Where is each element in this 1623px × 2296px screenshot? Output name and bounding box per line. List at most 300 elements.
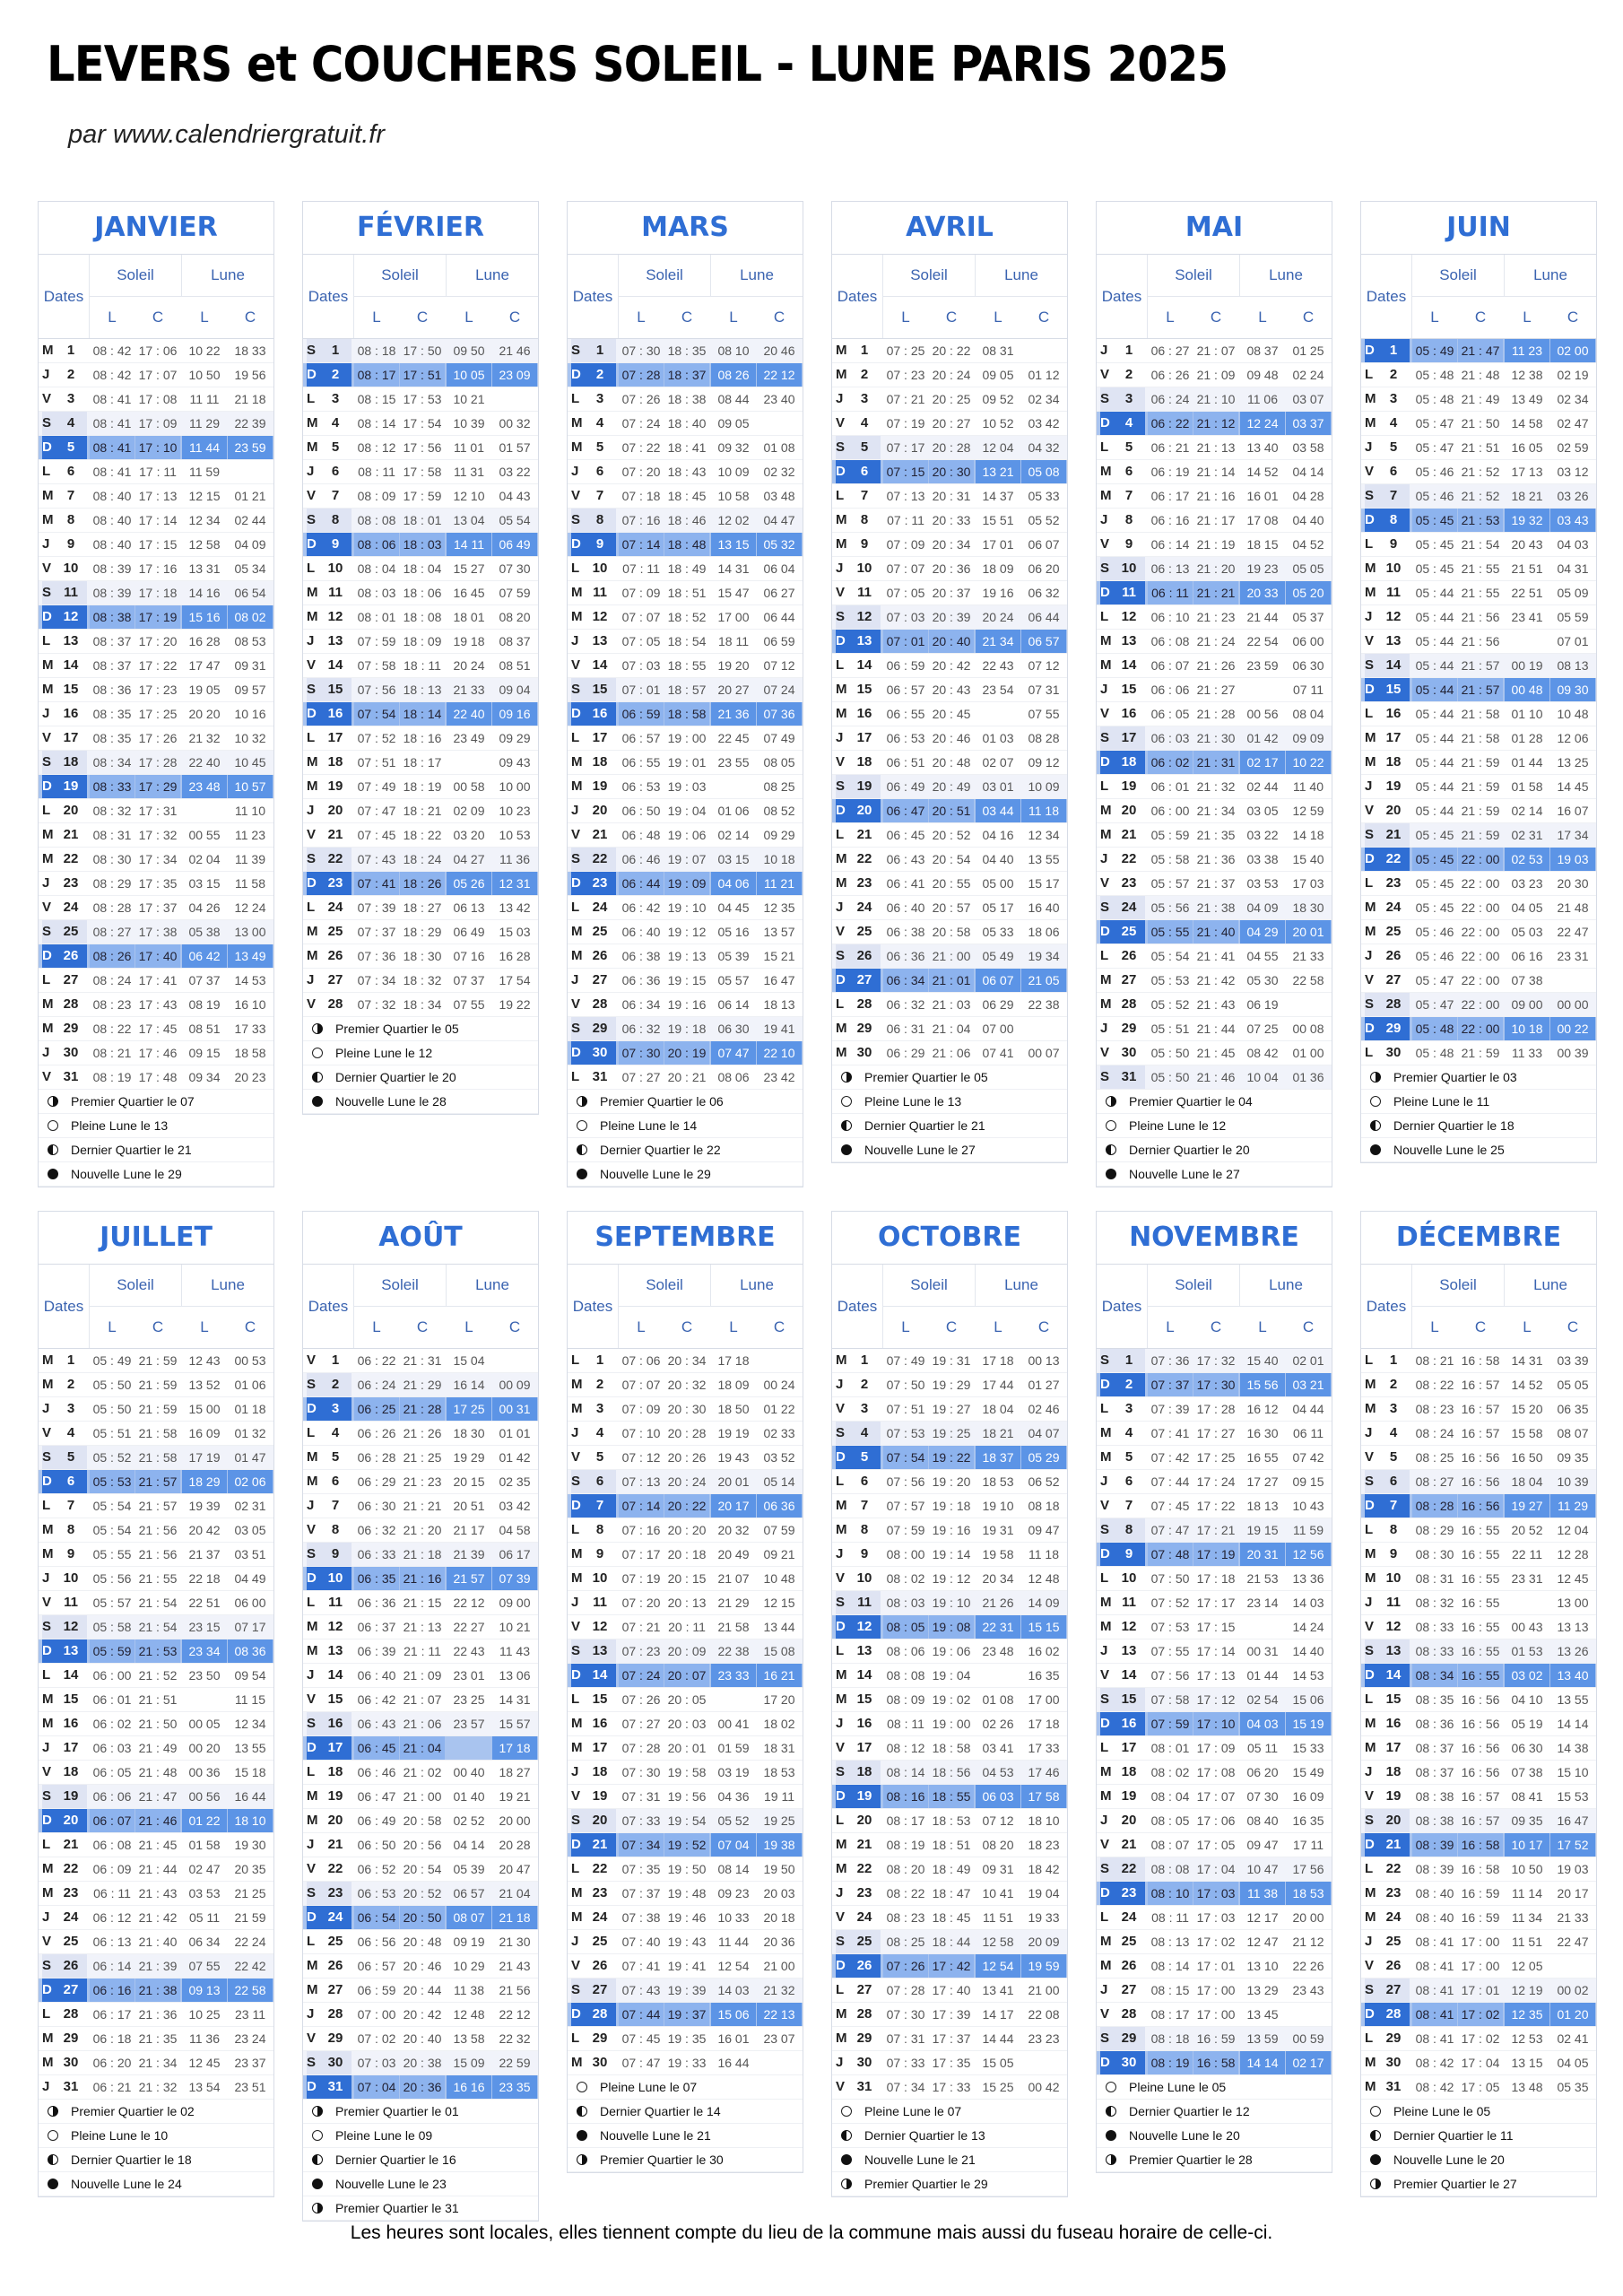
moonrise-time: 21 37 [188, 1547, 221, 1561]
day-number: 29 [1121, 1021, 1137, 1036]
sunset-time: 18 : 35 [667, 344, 707, 358]
day-row [568, 363, 803, 387]
day-number: 6 [331, 464, 340, 479]
day-number: 23 [319, 872, 352, 895]
day-letter: V [1365, 1788, 1375, 1804]
sunset-time: 17 : 37 [138, 900, 178, 915]
sunset-time: 21 : 58 [138, 1426, 178, 1440]
sunset-time: 17 : 12 [1196, 1692, 1236, 1707]
moonset-time: 12 15 [763, 1596, 795, 1610]
moonrise-time: 11 31 [454, 465, 484, 479]
moonset-time: 17 33 [234, 1022, 266, 1036]
moonset-time: 02 01 [1292, 1353, 1324, 1368]
day-row [1097, 944, 1332, 969]
day-row [1097, 1567, 1332, 1591]
moon-phase-label: Premier Quartier le 06 [600, 1094, 724, 1109]
moonrise-time: 11 51 [983, 1910, 1013, 1925]
day-row [303, 920, 538, 944]
day-number: 23 [1385, 1885, 1402, 1900]
moonrise-time: 22 54 [1246, 634, 1279, 648]
sunset-time: 21 : 56 [1461, 610, 1500, 624]
day-number: 30 [856, 1045, 872, 1060]
sunrise-time: 07 : 33 [621, 1813, 661, 1828]
moonset-time: 11 21 [757, 872, 802, 895]
moonset-time: 14 38 [1557, 1741, 1589, 1755]
sunset-time: 21 : 53 [1458, 509, 1503, 532]
day-letter: D [1365, 2003, 1383, 2026]
dates-header: Dates [832, 1265, 883, 1348]
moonrise-time: 02 53 [1505, 848, 1549, 871]
day-letter: M [1365, 1909, 1376, 1925]
moonrise-time: 01 40 [453, 1789, 485, 1804]
moon-phase-label: Pleine Lune le 05 [1393, 2104, 1491, 2118]
sunrise-time: 05 : 45 [1415, 900, 1454, 915]
moonset-time: 01 32 [234, 1426, 266, 1440]
moonrise-time: 14 11 [447, 533, 491, 556]
day-number: 26 [55, 1954, 87, 1978]
day-letter: M [42, 2055, 54, 2070]
moon-phase-row [568, 1138, 803, 1162]
day-letter: M [836, 512, 847, 527]
moonset-time: 12 59 [1292, 804, 1324, 818]
month-table [831, 201, 1068, 1163]
day-row [303, 823, 538, 848]
sunrise-time: 07 : 17 [886, 440, 925, 455]
day-number: 5 [55, 436, 87, 459]
day-number: 7 [595, 488, 604, 503]
sunset-time: 21 : 51 [138, 1692, 178, 1707]
day-row [832, 1712, 1067, 1736]
moonrise-time: 05 57 [717, 973, 750, 987]
day-letter: V [571, 1619, 581, 1634]
day-letter: L [1100, 778, 1109, 794]
sunset-time: 21 : 41 [1196, 949, 1236, 963]
month-name: OCTOBRE [832, 1212, 1067, 1265]
moonrise-time: 12 45 [188, 2056, 221, 2070]
sunrise-time: 06 : 41 [886, 876, 925, 891]
moon-phase-label: Pleine Lune le 13 [71, 1118, 169, 1133]
sunrise-time: 06 : 36 [357, 1596, 396, 1610]
moonset-time: 13 44 [763, 1620, 795, 1634]
sunrise-time: 07 : 53 [886, 1426, 925, 1440]
table-header [39, 1265, 273, 1349]
lever-col-header: L [200, 1318, 209, 1335]
day-letter: M [42, 1377, 54, 1392]
day-number: 13 [327, 1643, 343, 1658]
day-letter: V [571, 657, 581, 673]
day-letter: M [42, 1352, 54, 1368]
sunrise-time: 06 : 57 [621, 731, 661, 745]
moon-phase-row [1097, 2124, 1332, 2148]
day-number: 2 [1113, 1373, 1145, 1396]
day-number: 31 [856, 2079, 872, 2094]
day-row [1097, 2027, 1332, 2051]
sunrise-time: 05 : 59 [90, 1639, 135, 1663]
day-letter: M [836, 2031, 847, 2046]
day-letter: M [1365, 900, 1376, 915]
moonset-time: 06 57 [1021, 630, 1066, 653]
moonrise-time: 15 04 [453, 1353, 485, 1368]
sunset-time: 20 : 58 [403, 1813, 442, 1828]
day-row [1361, 1906, 1596, 1930]
month-table [567, 201, 803, 1187]
day-row [1097, 533, 1332, 557]
day-letter: D [42, 436, 60, 459]
dates-header: Dates [39, 255, 90, 338]
sunset-time: 19 : 41 [667, 1959, 707, 1973]
day-letter: M [42, 1716, 54, 1731]
day-row [1097, 751, 1332, 775]
sunset-time: 21 : 59 [138, 1378, 178, 1392]
day-letter: M [307, 609, 318, 624]
day-row [568, 1761, 803, 1785]
sunset-time: 17 : 19 [1193, 1543, 1238, 1566]
day-row [832, 1494, 1067, 1518]
sunrise-time: 07 : 37 [1148, 1373, 1193, 1396]
sunrise-time: 07 : 01 [883, 630, 928, 653]
day-letter: S [1100, 1688, 1118, 1711]
lune-header: Lune [976, 255, 1067, 297]
moonrise-time: 21 17 [453, 1523, 485, 1537]
moonset-time: 19 22 [499, 997, 531, 1012]
sunrise-time: 06 : 53 [357, 1886, 396, 1900]
day-row [303, 969, 538, 993]
sunrise-time: 08 : 15 [1150, 1983, 1190, 1997]
day-letter: D [42, 605, 60, 629]
sunrise-time: 06 : 39 [357, 1644, 396, 1658]
day-row [303, 1639, 538, 1664]
last-quarter-icon [577, 2106, 587, 2117]
moonrise-time: 04 40 [982, 852, 1014, 866]
moonset-time: 03 58 [1292, 440, 1324, 455]
moonset-time: 01 47 [234, 1450, 266, 1465]
sunset-time: 19 : 02 [932, 1692, 971, 1707]
day-letter: D [571, 702, 589, 726]
day-row [303, 2027, 538, 2051]
day-row [39, 2051, 273, 2075]
day-number: 14 [1377, 654, 1410, 677]
sunset-time: 16 : 55 [1461, 1620, 1500, 1634]
day-letter: J [836, 391, 844, 406]
day-letter: J [836, 1546, 844, 1561]
sunrise-time: 07 : 43 [621, 1983, 661, 1997]
coucher-col-header: C [945, 309, 958, 326]
sunrise-time: 08 : 33 [1415, 1620, 1454, 1634]
day-number: 25 [63, 1934, 79, 1949]
day-letter: M [836, 1861, 847, 1876]
day-letter: S [571, 848, 589, 871]
day-row [39, 2003, 273, 2027]
sunset-time: 18 : 51 [667, 586, 707, 600]
full-moon-icon [577, 2082, 587, 2092]
sunset-time: 21 : 48 [1461, 368, 1500, 382]
moonrise-time: 03 20 [453, 828, 485, 842]
month-table [1096, 201, 1332, 1187]
day-number: 3 [331, 391, 340, 406]
day-letter: L [571, 900, 580, 915]
day-number: 14 [1121, 657, 1137, 673]
day-number: 24 [1121, 1909, 1137, 1925]
day-number: 24 [856, 1909, 872, 1925]
sunrise-time: 07 : 09 [621, 1402, 661, 1416]
day-letter: M [571, 1909, 583, 1925]
day-number: 17 [1121, 1740, 1137, 1755]
moonrise-time: 18 11 [718, 634, 749, 648]
sunrise-time: 08 : 31 [1415, 1571, 1454, 1586]
moonrise-time: 13 41 [982, 1983, 1014, 1997]
sunrise-time: 06 : 24 [357, 1378, 396, 1392]
day-number: 15 [1113, 1688, 1145, 1711]
lever-col-header: L [1258, 1318, 1267, 1335]
day-letter: J [307, 2006, 315, 2022]
moon-phase-label: Premier Quartier le 04 [1129, 1094, 1253, 1109]
day-letter: D [571, 1664, 589, 1687]
day-number: 6 [860, 1474, 869, 1489]
day-row [568, 1906, 803, 1930]
sunrise-time: 06 : 33 [357, 1547, 396, 1561]
day-letter: J [42, 875, 50, 891]
day-row [568, 1688, 803, 1712]
day-number: 6 [848, 460, 881, 483]
moonrise-time: 13 04 [453, 513, 485, 527]
moonset-time: 22 32 [499, 2031, 531, 2046]
moonset-time: 11 15 [235, 1692, 265, 1707]
day-row [568, 896, 803, 920]
sunset-time: 20 : 25 [932, 392, 971, 406]
sunrise-time: 08 : 35 [1415, 1692, 1454, 1707]
moonrise-time: 12 34 [188, 513, 221, 527]
moonset-time: 19 34 [1028, 949, 1060, 963]
sunrise-time: 06 : 44 [619, 872, 664, 895]
day-letter: M [1365, 1885, 1376, 1900]
sunset-time: 18 : 13 [403, 683, 442, 697]
day-letter: M [307, 1619, 318, 1634]
moonrise-time: 15 06 [711, 2003, 756, 2026]
day-row [303, 678, 538, 702]
sunrise-time: 06 : 19 [1150, 465, 1190, 479]
new-moon-icon [1370, 1144, 1381, 1155]
day-letter: D [1365, 678, 1383, 701]
dates-header: Dates [568, 255, 619, 338]
sunrise-time: 07 : 20 [621, 1596, 661, 1610]
moonrise-time: 23 25 [453, 1692, 485, 1707]
sunrise-time: 07 : 30 [621, 1765, 661, 1779]
sunset-time: 21 : 07 [403, 1692, 442, 1707]
sunset-time: 20 : 46 [403, 1959, 442, 1973]
day-row [1097, 702, 1332, 726]
sunrise-time: 05 : 47 [1415, 440, 1454, 455]
moonrise-time: 14 44 [982, 2031, 1014, 2046]
day-letter: V [836, 2079, 846, 2094]
day-number: 7 [860, 1498, 869, 1513]
moonset-time: 07 12 [1028, 658, 1060, 673]
sunrise-time: 07 : 34 [619, 1833, 664, 1857]
sunset-time: 18 : 56 [932, 1765, 971, 1779]
moonrise-time: 13 52 [188, 1378, 221, 1392]
moon-phase-row [39, 2124, 273, 2148]
day-letter: M [1100, 972, 1112, 987]
moonset-time: 03 42 [499, 1499, 531, 1513]
day-letter: J [571, 803, 579, 818]
day-letter: M [836, 1837, 847, 1852]
day-letter: L [307, 391, 316, 406]
sunset-time: 17 : 27 [1196, 1426, 1236, 1440]
day-row [568, 751, 803, 775]
day-row [1097, 605, 1332, 630]
moonrise-time: 04 10 [1511, 1692, 1543, 1707]
moonset-time: 20 36 [763, 1935, 795, 1949]
sunset-time: 19 : 37 [664, 2003, 709, 2026]
sunset-time: 17 : 56 [403, 440, 442, 455]
sunset-time: 17 : 31 [138, 804, 178, 818]
day-letter: J [1365, 1934, 1373, 1949]
moonset-time: 01 01 [499, 1426, 531, 1440]
day-letter: V [42, 1934, 52, 1949]
moonrise-time: 22 38 [717, 1644, 750, 1658]
sunrise-time: 07 : 15 [883, 460, 928, 483]
moonrise-time: 13 59 [1246, 2031, 1279, 2046]
moon-phase-row [1097, 2100, 1332, 2124]
day-row [1097, 412, 1332, 436]
day-letter: J [307, 1667, 315, 1683]
day-number: 20 [63, 803, 79, 818]
moonrise-time: 07 04 [711, 1833, 756, 1857]
moonrise-time: 11 44 [182, 436, 227, 459]
day-number: 5 [595, 439, 604, 455]
moonset-time: 20 46 [763, 344, 795, 358]
day-number: 13 [592, 633, 608, 648]
sunrise-time: 05 : 54 [92, 1523, 132, 1537]
day-number: 24 [592, 1909, 608, 1925]
day-row [568, 1422, 803, 1446]
moonrise-time: 05 39 [453, 1862, 485, 1876]
moonrise-time: 19 32 [1505, 509, 1549, 532]
sunset-time: 19 : 07 [667, 852, 707, 866]
sunrise-time: 06 : 53 [886, 731, 925, 745]
sunrise-time: 05 : 55 [1148, 920, 1193, 944]
full-moon-icon [1370, 2106, 1381, 2117]
sunset-time: 20 : 58 [932, 925, 971, 939]
moonrise-time: 09 47 [1246, 1838, 1279, 1852]
day-number: 28 [327, 2006, 343, 2022]
sunset-time: 18 : 58 [664, 702, 709, 726]
day-number: 27 [1377, 1979, 1410, 2002]
sunrise-time: 08 : 05 [883, 1615, 928, 1639]
moonset-time: 20 47 [499, 1862, 531, 1876]
day-number: 8 [584, 509, 616, 532]
moonset-time: 07 30 [499, 561, 531, 576]
day-number: 21 [592, 827, 608, 842]
day-letter: D [836, 969, 854, 992]
sunrise-time: 08 : 04 [1150, 1789, 1190, 1804]
moonrise-time: 19 19 [717, 1426, 750, 1440]
sunset-time: 21 : 01 [929, 969, 974, 992]
moonrise-time: 14 52 [1511, 1378, 1543, 1392]
day-letter: M [42, 512, 54, 527]
sunrise-time: 05 : 51 [92, 1426, 132, 1440]
moonrise-time: 10 04 [1246, 1070, 1279, 1084]
moonset-time: 13 13 [1557, 1620, 1589, 1634]
sunset-time: 21 : 10 [1196, 392, 1236, 406]
sunset-time: 21 : 21 [1193, 581, 1238, 604]
sunrise-time: 08 : 08 [357, 513, 396, 527]
sunset-time: 20 : 26 [667, 1450, 707, 1465]
day-letter: M [1365, 585, 1376, 600]
day-letter: D [307, 1567, 325, 1590]
sunset-time: 17 : 01 [1461, 1983, 1500, 1997]
day-letter: S [836, 436, 854, 459]
sunrise-time: 07 : 56 [886, 1474, 925, 1489]
sunset-time: 19 : 03 [667, 779, 707, 794]
sunset-time: 21 : 20 [403, 1523, 442, 1537]
day-letter: D [42, 775, 60, 798]
sunrise-time: 08 : 42 [1415, 2080, 1454, 2094]
day-row [303, 799, 538, 823]
day-row [1361, 920, 1596, 944]
day-row [39, 581, 273, 605]
moonrise-time: 22 18 [188, 1571, 221, 1586]
dates-header: Dates [1097, 1265, 1148, 1348]
day-letter: D [1100, 581, 1118, 604]
moonrise-time: 09 52 [982, 392, 1014, 406]
day-letter: S [42, 1615, 60, 1639]
moonset-time: 08 36 [228, 1639, 273, 1663]
sunset-time: 18 : 40 [667, 416, 707, 430]
day-number: 15 [1385, 1692, 1402, 1707]
moon-phase-label: Dernier Quartier le 16 [335, 2152, 456, 2167]
full-moon-icon [1106, 2082, 1116, 2092]
sunrise-time: 07 : 50 [886, 1378, 925, 1392]
sunrise-time: 06 : 17 [1150, 489, 1190, 503]
moonrise-time: 20 34 [982, 1571, 1014, 1586]
sunset-time: 21 : 43 [138, 1886, 178, 1900]
moonrise-time: 22 11 [1512, 1547, 1542, 1561]
day-letter: S [1100, 896, 1118, 919]
sunset-time: 19 : 12 [932, 1571, 971, 1586]
moonrise-time: 10 39 [453, 416, 485, 430]
moonset-time: 04 28 [1292, 489, 1324, 503]
sunrise-time: 05 : 47 [1415, 416, 1454, 430]
sunset-time: 21 : 54 [138, 1620, 178, 1634]
sunset-time: 16 : 57 [1461, 1402, 1500, 1416]
moonrise-time: 08 51 [188, 1022, 221, 1036]
sunrise-time: 08 : 25 [1415, 1450, 1454, 1465]
day-letter: L [42, 464, 51, 479]
sunset-time: 16 : 55 [1461, 1571, 1500, 1586]
sunrise-time: 05 : 48 [1415, 1046, 1454, 1060]
moonrise-time: 04 03 [1240, 1712, 1285, 1735]
sunset-time: 22 : 00 [1461, 876, 1500, 891]
sunset-time: 19 : 50 [667, 1862, 707, 1876]
day-number: 1 [1377, 339, 1410, 362]
day-number: 31 [1113, 1065, 1145, 1089]
day-letter: V [836, 1570, 846, 1586]
coucher-col-header: C [1037, 1318, 1050, 1335]
moonrise-time: 02 14 [1511, 804, 1543, 818]
moonset-time: 00 09 [499, 1378, 531, 1392]
day-letter: L [836, 1982, 845, 1997]
moonset-time: 09 09 [1292, 731, 1324, 745]
moonset-time: 05 08 [1021, 460, 1066, 483]
day-letter: M [571, 1740, 583, 1755]
moonset-time: 05 29 [1021, 1446, 1066, 1469]
moonset-time: 08 07 [1557, 1426, 1589, 1440]
moonset-time: 11 43 [499, 1644, 530, 1658]
moonset-time: 01 20 [1550, 2003, 1595, 2026]
day-number: 5 [331, 439, 340, 455]
sunrise-time: 06 : 01 [1150, 779, 1190, 794]
sunrise-time: 07 : 02 [357, 2031, 396, 2046]
